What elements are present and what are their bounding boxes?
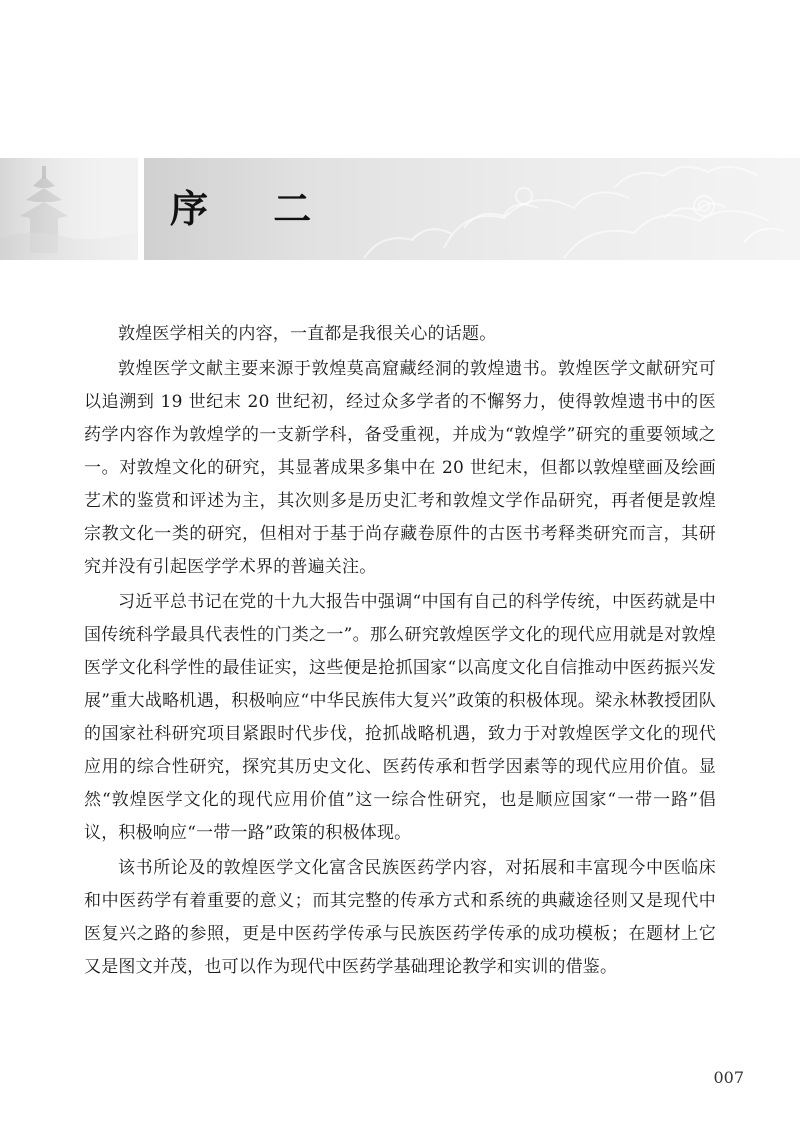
pagoda-photo-image [0,158,138,260]
paragraph: 习近平总书记在党的十九大报告中强调“中国有自己的科学传统，中医药就是中国传统科学最具代表性的门类之一”。那么研究敦煌医学文化的现代应用就是对敦煌医学文化科学性的最佳证实，这些便是抢抓国家“以高度文化自信推动中医药振兴发展”重大战略机遇，积极响应“中华民族伟大复兴”政策的积极体现。梁永林教授团队的国家社科研究项目紧跟时代步伐，抢抓战略机遇，致力于对敦煌医学文化的现代应用的综合性研究，探究其历史文化、医药传承和哲学因素等的现代应用价值。显然“敦煌医学文化的现代应用价值”这一综合性研究，也是顺应国家“一带一路”倡议，积极响应“一带一路”政策的积极体现。 [84,592,716,843]
paragraph: 敦煌医学相关的内容，一直都是我很关心的话题。 [118,324,497,344]
preface-body [84,318,716,986]
page-number: 007 [713,1068,744,1087]
pagoda-silhouette-icon [0,158,138,260]
paragraph: 该书所论及的敦煌医学文化富含民族医药学内容，对拓展和丰富现今中医临床和中医药学有着重要的意义；而其完整的传承方式和系统的典藏途径则又是现代中医复兴之路的参照，更是中医药学传承与民族医药学传承的成功模板；在题材上它又是图文并茂，也可以作为现代中医药学基础理论教学和实训的借鉴。 [84,858,716,977]
chapter-banner [0,158,800,260]
chapter-title: 序 二 [170,187,338,231]
title-bar [144,158,800,260]
paragraph: 敦煌医学文献主要来源于敦煌莫高窟藏经洞的敦煌遗书。敦煌医学文献研究可以追溯到 19 世纪末 20 世纪初，经过众多学者的不懈努力，使得敦煌遗书中的医药学内容作为敦煌学的一支新学科，备受重视，并成为“敦煌学”研究的重要领域之一。对敦煌文化的研究，其显著成果多集中在 20 世纪末，但都以敦煌壁画及绘画艺术的鉴赏和评述为主，其次则多是历史汇考和敦煌文学作品研究，再者便是敦煌宗教文化一类的研究，但相对于基于尚存藏卷原件的古医书考释类研究而言，其研究并没有引起医学学术界的普遍关注。 [84,359,716,577]
